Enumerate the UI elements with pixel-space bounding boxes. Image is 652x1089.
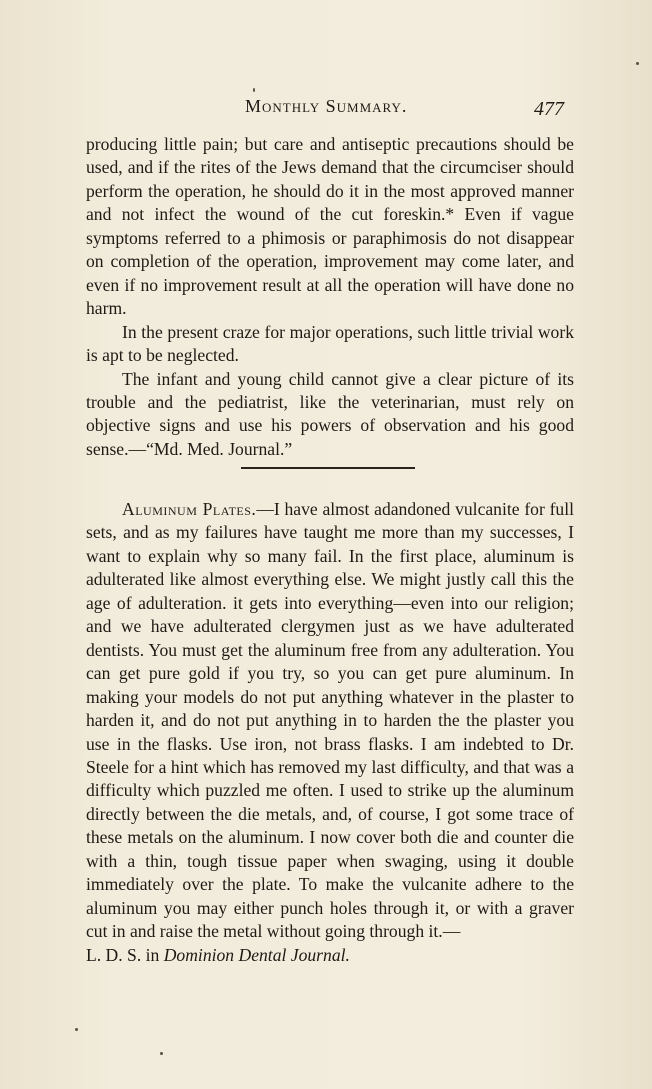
article-body	[86, 498, 574, 944]
paper-speck	[636, 62, 639, 65]
signature-journal: Dominion Dental Journal.	[163, 944, 350, 965]
paragraph-2: In the present craze for major operations, such little trivial work is apt to be neglected.	[86, 321, 574, 366]
paper-speck	[160, 1052, 163, 1055]
paragraph-3: The infant and young child cannot give a clear picture of its trouble and the pediatrist, like the veterinarian, must rely on objective signs and use his powers of observation and his good sense.—“Md. Med. Journal.”	[86, 368, 574, 459]
paragraph-1: producing little pain; but care and antiseptic precautions should be used, and if the rites of the Jews demand that the circumciser should perform the operation, he should do it in the most approved manner and not infect the wound of the cut foreskin.* Even if vague symptoms referred to a phimosis or paraphimosis do not disappear on completion of the operation, improvement may come later, and even if no improvement result at all the operation will have done no harm.	[86, 134, 574, 319]
section-divider	[241, 467, 415, 469]
article-continuation	[86, 133, 574, 461]
signature-author: L. D. S. in	[86, 944, 164, 965]
paper-speck	[253, 88, 255, 92]
running-head	[0, 96, 652, 126]
aluminum-plates-article	[86, 498, 574, 967]
running-head-title: Monthly Summary.	[245, 96, 408, 116]
paper-speck	[75, 1028, 78, 1031]
article-text: —I have almost adandoned vulcanite for full sets, and as my failures have taught me more than my successes, I want to explain why so many fail. In the first place, aluminum is adulterated like almost everything else. We might justly call this the age of adulteration. it gets into everything—even into our religion; and we have adulterated clergymen just as we have adulterated dentists. You must get the aluminum free from any adulteration. You can get pure gold if you try, so you can get pure aluminum. In making your models do not put anything whatever in the plaster to harden it, and do not put anything in to harden the the plaster you use in the flasks. Use iron, not brass flasks. I am indebted to Dr. Steele for a hint which has removed my last difficulty, and that was a difficulty which puzzled me often. I used to strike up the aluminum directly between the die metals, and, of course, I got some trace of these metals on the aluminum. I now cover both die and counter die with a thin, tough tissue paper when swaging, using it double immediately over the plate. To make the vulcanite adhere to the aluminum you may either punch holes through it, or with a graver cut in and raise the metal without going through it.—	[86, 499, 575, 942]
article-heading: Aluminum Plates.	[122, 499, 257, 519]
article-signature	[86, 944, 574, 967]
page-number: 477	[534, 98, 564, 120]
